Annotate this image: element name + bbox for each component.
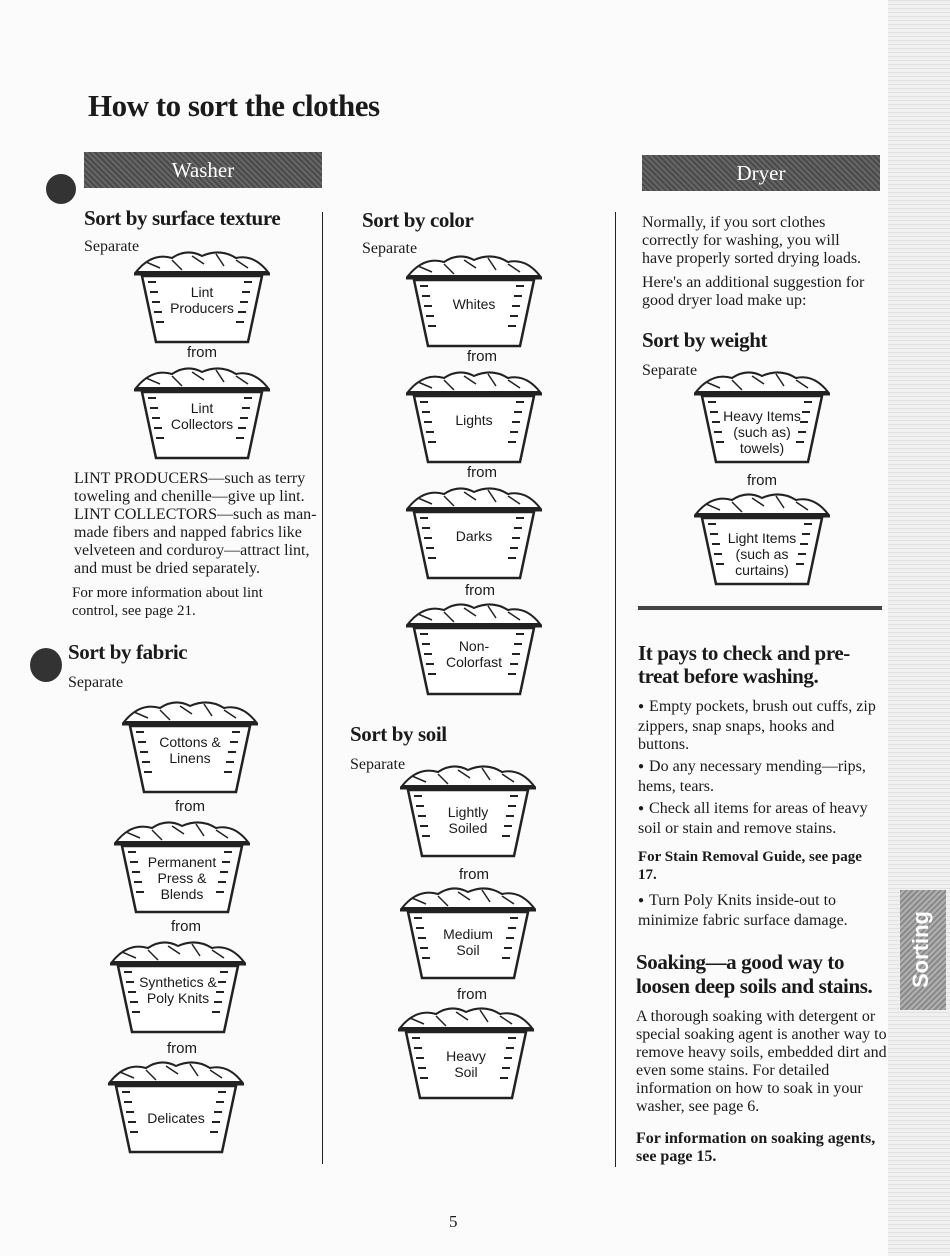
from-label: from — [167, 1040, 197, 1057]
color-separate: Separate — [362, 240, 418, 257]
page-title: How to sort the clothes — [88, 88, 380, 123]
surface-heading: Sort by surface texture — [84, 206, 281, 230]
from-label: from — [457, 986, 487, 1003]
soil-separate: Separate — [350, 756, 406, 773]
fabric-heading: Sort by fabric — [68, 640, 188, 664]
soaking-agents-note: For information on soaking agents, see page 15. — [636, 1130, 876, 1165]
stain-guide-note: For Stain Removal Guide, see page 17. — [638, 849, 862, 883]
basket-permanent-press: Permanent Press & Blends — [112, 818, 252, 918]
side-tab-label: Sorting — [908, 911, 933, 989]
from-label: from — [175, 798, 205, 815]
basket-cottons-linens: Cottons & Linens — [120, 698, 260, 798]
basket-heavy-soil: Heavy Soil — [396, 1004, 536, 1104]
basket-lightly-soiled: Lightly Soiled — [398, 762, 538, 862]
surface-separate: Separate — [84, 238, 140, 255]
from-label: from — [465, 582, 495, 599]
column-divider — [615, 212, 616, 1167]
from-label: from — [467, 348, 497, 365]
from-label: from — [187, 344, 217, 361]
side-tab — [900, 890, 946, 1010]
basket-lint-collectors: Lint Collectors — [132, 364, 272, 464]
from-label: from — [467, 464, 497, 481]
from-label: from — [459, 866, 489, 883]
basket-whites: Whites — [404, 252, 544, 352]
weight-heading: Sort by weight — [642, 328, 768, 352]
soil-heading: Sort by soil — [350, 722, 447, 746]
weight-separate: Separate — [642, 362, 698, 379]
basket-lint-producers: Lint Producers — [132, 248, 272, 348]
basket-non-colorfast: Non- Colorfast — [404, 600, 544, 700]
basket-medium-soil: Medium Soil — [398, 884, 538, 984]
fabric-separate: Separate — [68, 674, 124, 691]
dryer-suggestion: Here's an additional suggestion for good dryer load make up: — [642, 274, 865, 309]
dryer-intro: Normally, if you sort clothes correctly for washing, you will have properly sorted drying loads. — [642, 214, 862, 267]
binder-hole-icon — [46, 174, 76, 204]
lint-description: LINT PRODUCERS—such as terry toweling and chenille—give up lint. LINT COLLECTORS—such as man-made fibers and napped fabrics like velveteen and corduroy—attract lint, and must be dried separately. — [74, 470, 317, 577]
from-label: from — [747, 472, 777, 489]
lint-control-note: For more information about lint control, see page 21. — [72, 585, 263, 619]
pretreat-bullet: ● Do any necessary mending—rips, hems, tears. — [638, 758, 868, 796]
basket-light-items: Light Items (such as curtains) — [692, 490, 832, 590]
basket-lights: Lights — [404, 368, 544, 468]
pretreat-heading: It pays to check and pre-treat before washing. — [638, 641, 850, 688]
basket-synthetics: Synthetics & Poly Knits — [108, 938, 248, 1038]
page-number: 5 — [449, 1212, 458, 1231]
basket-heavy-items: Heavy Items (such as) towels) — [692, 368, 832, 468]
pretreat-bullet: ● Turn Poly Knits inside-out to minimize fabric surface damage. — [638, 892, 878, 930]
section-rule — [638, 606, 882, 610]
washer-banner: Washer — [84, 152, 322, 188]
basket-delicates: Delicates — [106, 1058, 246, 1158]
dryer-banner: Dryer — [642, 155, 880, 191]
binder-hole-icon — [30, 648, 62, 682]
column-divider — [322, 212, 323, 1164]
pretreat-bullet: ● Empty pockets, brush out cuffs, zip zippers, snap snaps, hooks and buttons. — [638, 698, 878, 754]
from-label: from — [171, 918, 201, 935]
basket-darks: Darks — [404, 484, 544, 584]
soaking-text: A thorough soaking with detergent or special soaking agent is another way to remove heavy soils, embedded dirt and even some stains. For detailed information on how to soak in your washer, see page 6. — [636, 1008, 887, 1115]
page-edge-texture — [888, 0, 950, 1256]
basket-icon — [108, 1062, 244, 1152]
soaking-heading: Soaking—a good way to loosen deep soils and stains. — [636, 950, 873, 998]
color-heading: Sort by color — [362, 208, 474, 232]
pretreat-bullet: ● Check all items for areas of heavy soil or stain and remove stains. — [638, 800, 884, 838]
